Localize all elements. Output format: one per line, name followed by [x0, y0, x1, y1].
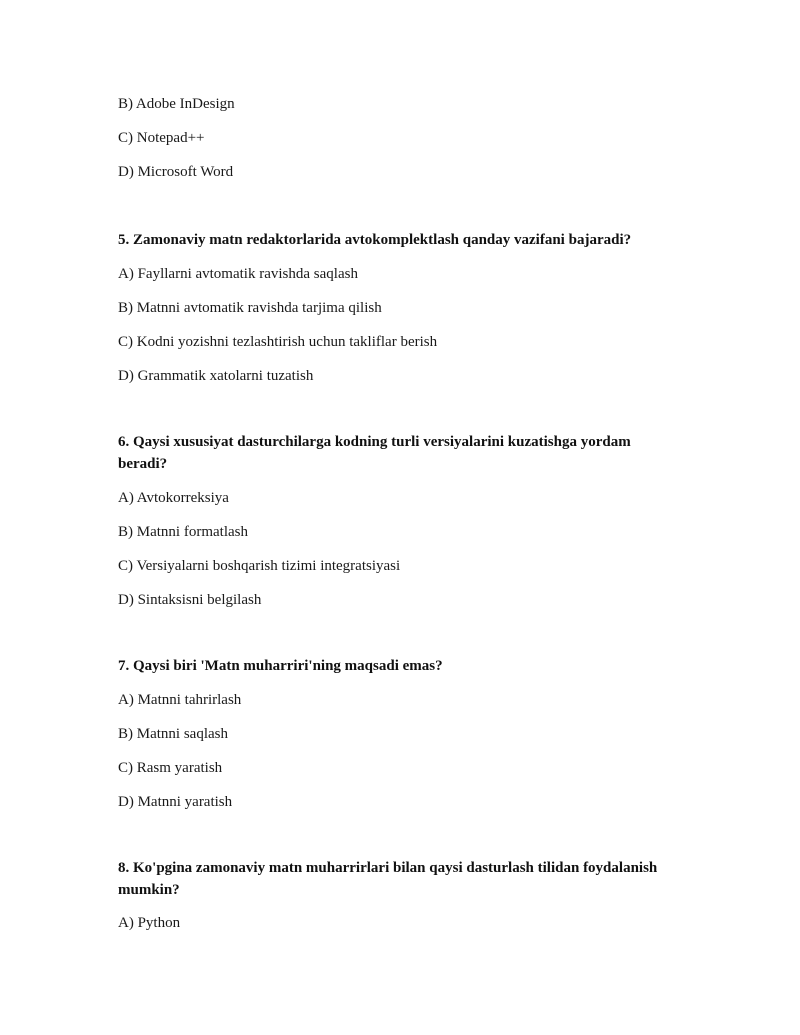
option-line: A) Python [118, 915, 181, 931]
question-6: 6. Qaysi xususiyat dasturchilarga kodning turli versiyalarini kuzatishga yordam beradi? [118, 434, 631, 472]
option-line: B) Matnni formatlash [118, 524, 248, 540]
option-line: A) Avtokorreksiya [118, 490, 229, 506]
option-line: D) Sintaksisni belgilash [118, 592, 262, 608]
option-line: C) Kodni yozishni tezlashtirish uchun takliflar berish [118, 334, 438, 350]
option-line: D) Matnni yaratish [118, 794, 233, 810]
option-line: D) Microsoft Word [118, 164, 234, 180]
option-line: B) Matnni avtomatik ravishda tarjima qilish [118, 300, 382, 316]
option-line: D) Grammatik xatolarni tuzatish [118, 368, 314, 384]
option-line: C) Versiyalarni boshqarish tizimi integratsiyasi [118, 558, 401, 574]
option-line: B) Adobe InDesign [118, 96, 235, 112]
question-8: 8. Ko'pgina zamonaviy matn muharrirlari bilan qaysi dasturlash tilidan foydalanish mumkin? [118, 860, 658, 898]
option-line: C) Notepad++ [118, 130, 205, 146]
question-7: 7. Qaysi biri 'Matn muharriri'ning maqsadi emas? [118, 658, 443, 674]
option-line: A) Matnni tahrirlash [118, 692, 242, 708]
option-line: A) Fayllarni avtomatik ravishda saqlash [118, 266, 358, 282]
option-line: C) Rasm yaratish [118, 760, 223, 776]
question-5: 5. Zamonaviy matn redaktorlarida avtokomplektlash qanday vazifani bajaradi? [118, 232, 632, 248]
option-line: B) Matnni saqlash [118, 726, 228, 742]
